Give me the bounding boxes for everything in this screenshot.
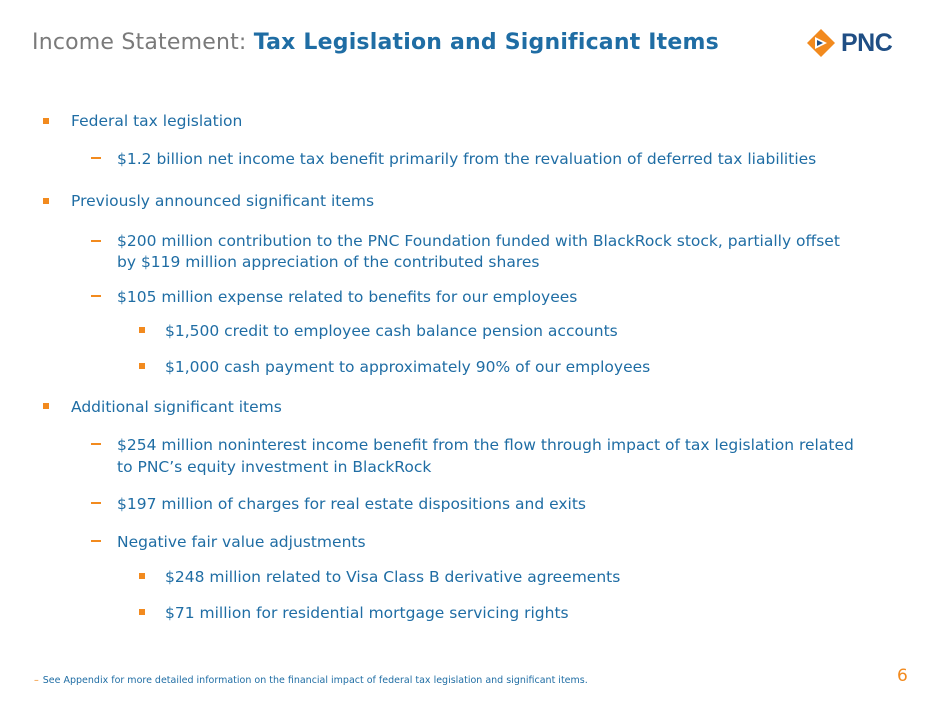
page-number: 6 — [897, 666, 908, 686]
sub-bullet-item: $200 million contribution to the PNC Foundation funded with BlackRock stock, partially offset — [117, 232, 840, 250]
bullet-item: Previously announced significant items — [71, 192, 375, 210]
bullet-dash-icon — [91, 502, 101, 504]
bullet-square-icon — [43, 403, 49, 409]
sub-bullet-item: $254 million noninterest income benefit from the flow through impact of tax legislation related — [117, 436, 854, 454]
bullet-item: Additional significant items — [71, 398, 282, 416]
bullet-dash-icon — [91, 157, 101, 159]
bullet-dash-icon — [91, 443, 101, 445]
sub-bullet-item-continuation: by $119 million appreciation of the contributed shares — [117, 253, 540, 271]
pnc-logo-mark-icon — [806, 28, 836, 58]
sub-sub-bullet-item: $248 million related to Visa Class B derivative agreements — [165, 568, 621, 586]
slide-title — [32, 30, 719, 55]
footnote-dash: – — [34, 675, 39, 686]
sub-bullet-item: $105 million expense related to benefits for our employees — [117, 288, 578, 306]
slide-title-main: Tax Legislation and Significant Items — [253, 30, 719, 55]
pnc-logo-wordmark: PNC — [841, 29, 893, 57]
slide-title-prefix: Income Statement: — [32, 30, 247, 55]
pnc-logo — [806, 28, 892, 58]
bullet-item: Federal tax legislation — [71, 112, 243, 130]
bullet-square-icon — [139, 363, 145, 369]
bullet-square-icon — [43, 198, 49, 204]
footnote-text: See Appendix for more detailed information on the financial impact of federal tax legislation and significant items. — [42, 675, 588, 686]
sub-bullet-item-continuation: to PNC’s equity investment in BlackRock — [117, 458, 432, 476]
bullet-square-icon — [139, 609, 145, 615]
sub-bullet-item: $197 million of charges for real estate dispositions and exits — [117, 495, 586, 513]
bullet-dash-icon — [91, 240, 101, 242]
sub-bullet-item: $1.2 billion net income tax benefit primarily from the revaluation of deferred tax liabilities — [117, 150, 817, 168]
sub-sub-bullet-item: $1,000 cash payment to approximately 90% of our employees — [165, 358, 651, 376]
bullet-dash-icon — [91, 540, 101, 542]
sub-bullet-item: Negative fair value adjustments — [117, 533, 366, 551]
bullet-dash-icon — [91, 295, 101, 297]
bullet-square-icon — [139, 327, 145, 333]
bullet-square-icon — [43, 118, 49, 124]
footnote — [34, 675, 588, 686]
sub-sub-bullet-item: $1,500 credit to employee cash balance pension accounts — [165, 322, 618, 340]
bullet-square-icon — [139, 573, 145, 579]
sub-sub-bullet-item: $71 million for residential mortgage servicing rights — [165, 604, 569, 622]
